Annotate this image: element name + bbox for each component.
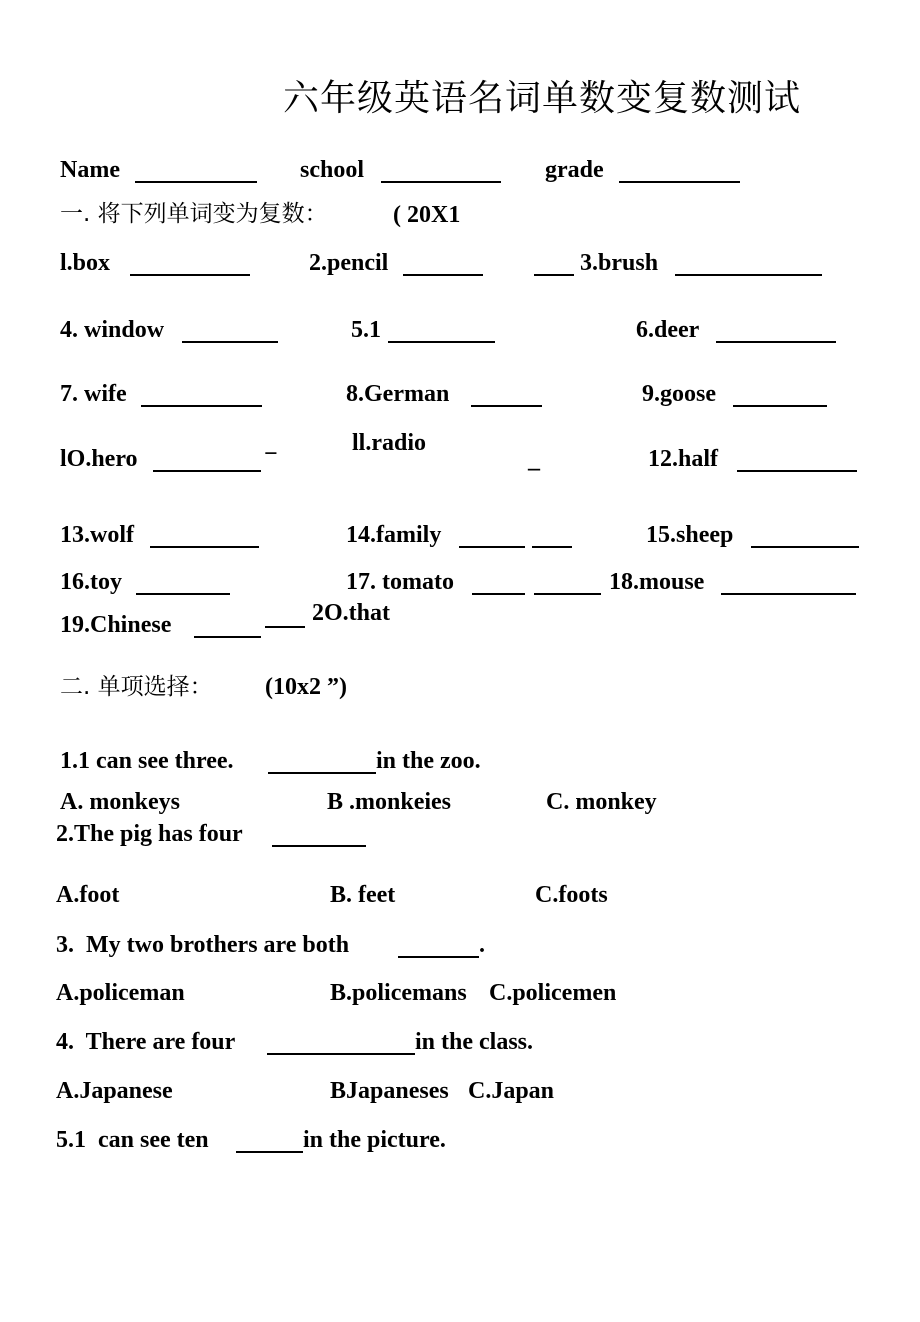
q3-text-end: . <box>479 932 485 958</box>
q3-option-c[interactable]: C.policemen <box>489 980 617 1006</box>
item-18-blank[interactable] <box>721 593 856 595</box>
item-13: 13.wolf <box>60 522 134 548</box>
item-9: 9.goose <box>642 381 716 407</box>
section1-heading: 一. 将下列单词变为复数： <box>60 201 328 227</box>
grade-blank[interactable] <box>619 181 740 183</box>
item-16: 16.toy <box>60 569 122 595</box>
item-16-blank[interactable] <box>136 593 230 595</box>
item-17-blank-extra[interactable] <box>534 593 601 595</box>
section1-score: ( 20X1 <box>393 202 461 228</box>
school-blank[interactable] <box>381 181 501 183</box>
q1-text: 1.1 can see three. <box>60 748 234 774</box>
item-3: 3.brush <box>580 250 659 276</box>
item-10-blank[interactable] <box>153 470 261 472</box>
name-blank[interactable] <box>135 181 257 183</box>
q2-text: 2.The pig has four <box>56 821 243 847</box>
stray-mark: − <box>264 441 278 467</box>
section2-score: (10x2 ”) <box>265 674 347 700</box>
item-19-blank[interactable] <box>194 636 261 638</box>
item-14: 14.family <box>346 522 442 548</box>
q5-blank[interactable] <box>236 1151 303 1153</box>
item-2-blank-extra[interactable] <box>534 274 574 276</box>
q1-option-b[interactable]: B .monkeies <box>327 789 452 815</box>
q1-text-end: in the zoo. <box>376 748 481 774</box>
item-11: ll.radio <box>352 430 427 456</box>
q1-option-c[interactable]: C. monkey <box>546 789 657 815</box>
item-8: 8.German <box>346 381 450 407</box>
q1-blank[interactable] <box>268 772 376 774</box>
grade-label: grade <box>545 157 604 183</box>
q1-option-a[interactable]: A. monkeys <box>60 789 181 815</box>
q4-option-a[interactable]: A.Japanese <box>56 1078 173 1104</box>
q2-option-c[interactable]: C.foots <box>535 882 608 908</box>
section2-heading: 二. 单项选择： <box>60 674 213 700</box>
item-15-blank[interactable] <box>751 546 859 548</box>
q3-option-b[interactable]: B.policemans <box>330 980 467 1006</box>
item-15: 15.sheep <box>646 522 734 548</box>
item-18: 18.mouse <box>609 569 705 595</box>
q5-text-end: in the picture. <box>303 1127 446 1153</box>
item-5: 5.1 <box>351 317 381 343</box>
item-6: 6.deer <box>636 317 700 343</box>
item-2-blank[interactable] <box>403 274 483 276</box>
item-17: 17. tomato <box>346 569 454 595</box>
q4-option-c[interactable]: C.Japan <box>468 1078 555 1104</box>
item-17-blank[interactable] <box>472 593 525 595</box>
item-4-blank[interactable] <box>182 341 278 343</box>
item-9-blank[interactable] <box>733 405 827 407</box>
item-8-blank[interactable] <box>471 405 542 407</box>
page-title: 六年级英语名词单数变复数测试 <box>283 78 802 119</box>
name-label: Name <box>60 157 120 183</box>
q3-option-a[interactable]: A.policeman <box>56 980 185 1006</box>
item-1: l.box <box>60 250 111 276</box>
item-14-blank[interactable] <box>459 546 525 548</box>
item-14-blank-extra[interactable] <box>532 546 572 548</box>
item-1-blank[interactable] <box>130 274 250 276</box>
q3-blank[interactable] <box>398 956 479 958</box>
q4-blank[interactable] <box>267 1053 415 1055</box>
item-2: 2.pencil <box>309 250 389 276</box>
q3-text: 3. My two brothers are both <box>56 932 350 958</box>
item-5-blank[interactable] <box>388 341 495 343</box>
q5-text: 5.1 can see ten <box>56 1127 209 1153</box>
q4-option-b[interactable]: BJapaneses <box>330 1078 449 1104</box>
item-4: 4. window <box>60 317 165 343</box>
item-20: 2O.that <box>312 600 390 626</box>
item-6-blank[interactable] <box>716 341 836 343</box>
school-label: school <box>300 157 365 183</box>
q2-option-b[interactable]: B. feet <box>330 882 396 908</box>
item-7-blank[interactable] <box>141 405 262 407</box>
item-13-blank[interactable] <box>150 546 259 548</box>
q2-blank[interactable] <box>272 845 366 847</box>
item-12: 12.half <box>648 446 719 472</box>
q4-text-end: in the class. <box>415 1029 534 1055</box>
item-7: 7. wife <box>60 381 127 407</box>
item-3-blank[interactable] <box>675 274 822 276</box>
item-10: lO.hero <box>60 446 138 472</box>
q2-option-a[interactable]: A.foot <box>56 882 120 908</box>
item-12-blank[interactable] <box>737 470 857 472</box>
item-11-underscore: _ <box>528 447 540 473</box>
item-19: 19.Chinese <box>60 612 172 638</box>
q4-text: 4. There are four <box>56 1029 236 1055</box>
item-19-blank-extra[interactable] <box>265 626 305 628</box>
